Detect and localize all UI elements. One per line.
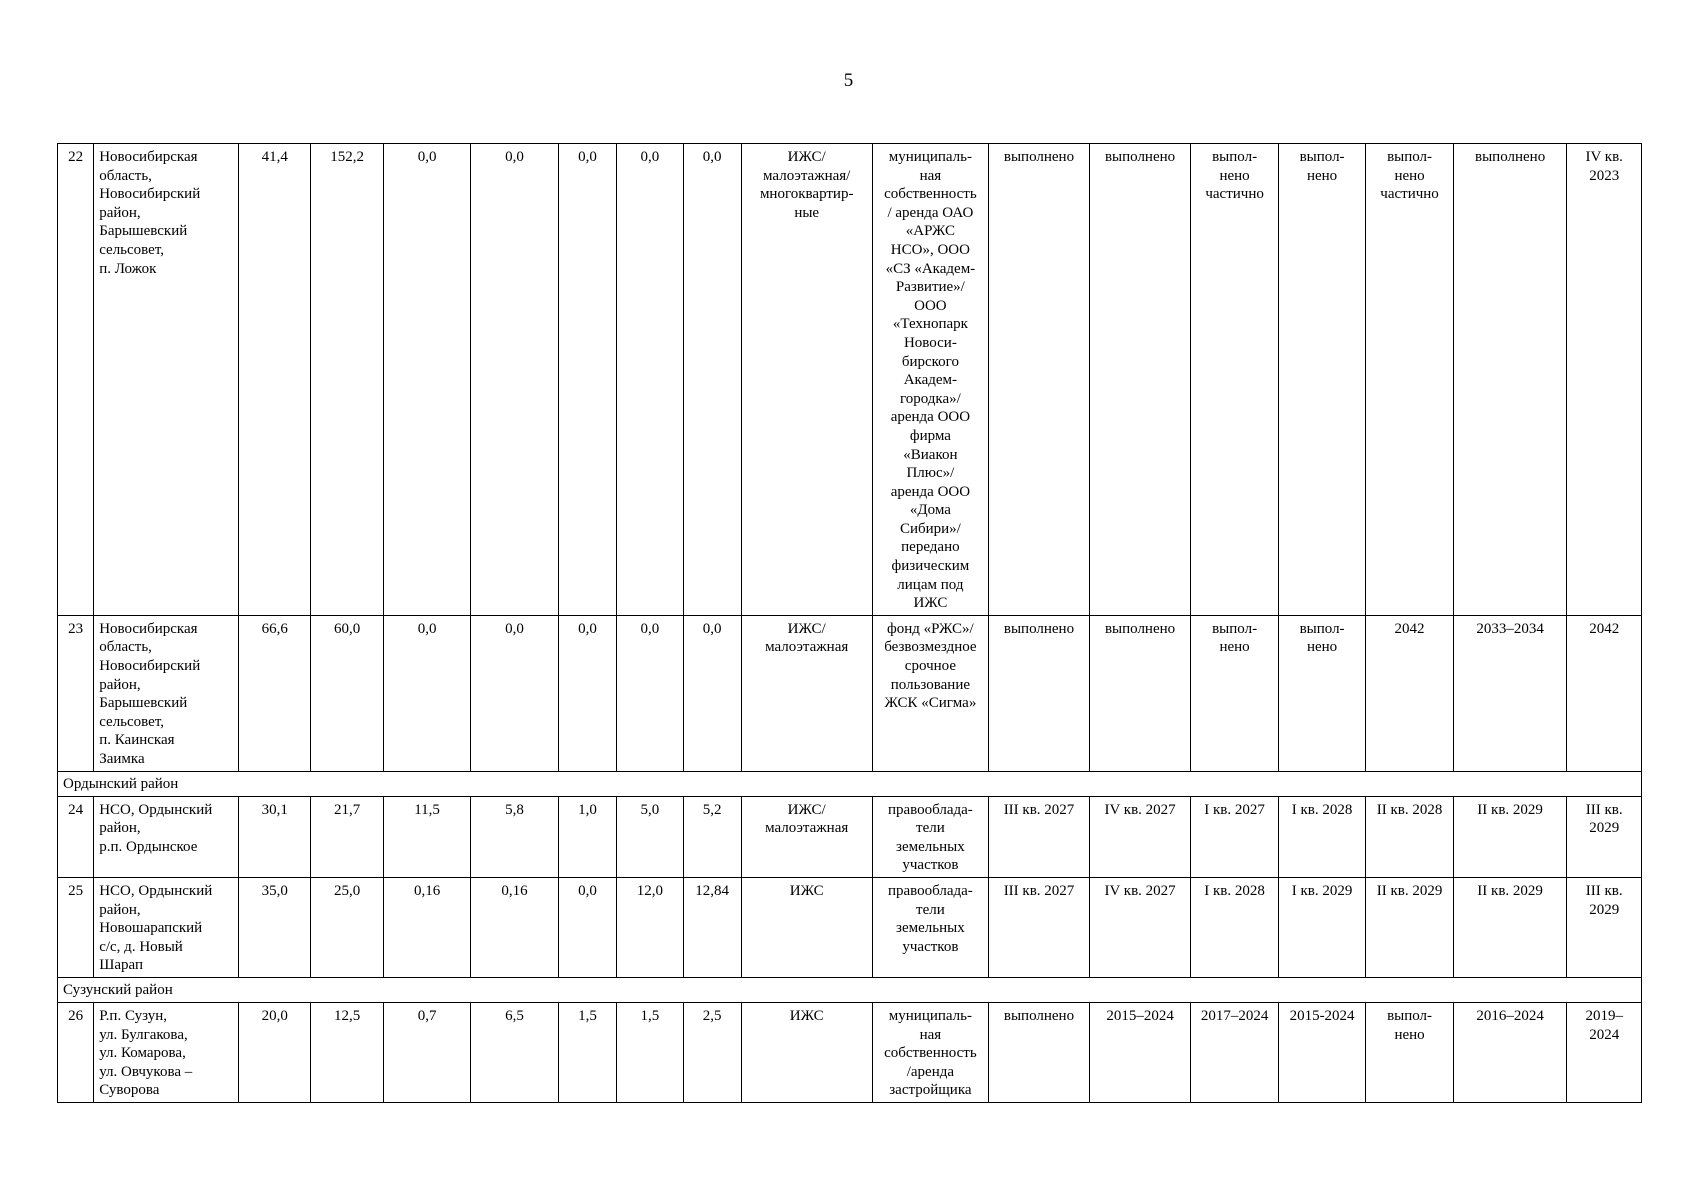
- cell-line: выполнено: [1003, 1007, 1075, 1024]
- value-cell-5: [558, 144, 616, 616]
- cell-line: 2023: [1589, 167, 1620, 184]
- status-cell-3: [1191, 615, 1278, 771]
- cell-line: 0,0: [505, 149, 524, 165]
- status-cell-4: [1278, 1002, 1365, 1102]
- status-cell-1: [989, 1002, 1090, 1102]
- cell-line: /аренда: [906, 1063, 955, 1080]
- cell-line: 0,0: [417, 620, 437, 637]
- cell-line: ИЖС/: [787, 620, 826, 637]
- cell-line: правооблада-: [887, 882, 973, 899]
- cell-line: 12,84: [695, 882, 730, 899]
- cell-line: II кв. 2029: [1477, 801, 1543, 818]
- table-row: [58, 144, 1642, 616]
- section-row: [58, 977, 1642, 1002]
- cell-line: срочное: [904, 658, 956, 675]
- cell-line: III кв.: [1585, 801, 1623, 818]
- section-label: Ордынский район: [58, 771, 1642, 796]
- value-cell-4: [471, 877, 558, 977]
- cell-line: II кв. 2029: [1477, 882, 1543, 899]
- cell-line: 66,6: [261, 620, 288, 637]
- status-cell-4: [1278, 615, 1365, 771]
- cell-line: 2033–2034: [1476, 620, 1544, 637]
- cell-line: 152,2: [330, 149, 364, 165]
- cell-line: 12,0: [636, 882, 663, 899]
- cell-line: нено: [1306, 639, 1338, 656]
- cell-line: выполнено: [1003, 149, 1075, 165]
- cell-line: тели: [916, 901, 945, 918]
- value-cell-7: [683, 615, 741, 771]
- status-cell-3: [1191, 877, 1278, 977]
- cell-line: 11,5: [414, 801, 440, 818]
- cell-line: 0,0: [578, 620, 597, 637]
- value-cell-2: [311, 144, 383, 616]
- cell-line: земельных: [896, 838, 965, 855]
- cell-line: 0,0: [702, 149, 722, 165]
- value-cell-6: [617, 144, 683, 616]
- value-cell-7: [683, 796, 741, 877]
- cell-line: I кв. 2028: [1204, 882, 1265, 899]
- status-cell-7: [1567, 796, 1642, 877]
- owner-cell: [872, 144, 989, 616]
- cell-line: Новосибирский: [99, 658, 201, 675]
- cell-line: 5,2: [702, 801, 722, 818]
- cell-line: 21,7: [334, 801, 361, 818]
- cell-line: Сибири»/: [899, 520, 961, 537]
- value-cell-3: [383, 615, 470, 771]
- status-cell-5: [1366, 615, 1453, 771]
- table-row: [58, 1002, 1642, 1102]
- cell-line: I кв. 2027: [1204, 801, 1265, 818]
- cell-line: 2015–2024: [1106, 1007, 1174, 1024]
- status-cell-1: [989, 796, 1090, 877]
- cell-line: 5,8: [505, 801, 524, 818]
- cell-line: «СЗ «Академ-: [885, 260, 976, 277]
- row-number: [58, 1002, 94, 1102]
- cell-line: IV кв. 2027: [1104, 801, 1176, 818]
- cell-line: 2029: [1589, 901, 1620, 918]
- status-cell-7: [1567, 144, 1642, 616]
- value-cell-7: [683, 877, 741, 977]
- cell-line: выпол-: [1212, 620, 1258, 637]
- cell-line: с/с, д. Новый: [99, 938, 183, 955]
- cell-line: «АРЖС: [905, 223, 955, 240]
- cell-line: Р.п. Сузун,: [99, 1007, 167, 1024]
- cell-line: НСО, Ордынский: [99, 801, 213, 818]
- cell-line: городка»/: [899, 390, 961, 407]
- cell-line: 2042: [1589, 620, 1620, 637]
- status-cell-4: [1278, 796, 1365, 877]
- cell-line: 1,0: [578, 801, 597, 818]
- owner-cell: [872, 615, 989, 771]
- cell-line: IV кв. 2027: [1104, 882, 1176, 899]
- owner-cell: [872, 796, 989, 877]
- cell-line: передано: [901, 539, 960, 556]
- address-cell: [94, 615, 239, 771]
- cell-line: 2017–2024: [1200, 1007, 1269, 1024]
- cell-line: район,: [99, 820, 141, 837]
- cell-line: нено: [1394, 1026, 1425, 1043]
- cell-line: 0,0: [702, 620, 722, 637]
- cell-line: III кв. 2027: [1003, 801, 1075, 818]
- value-cell-4: [471, 144, 558, 616]
- cell-line: 12,5: [334, 1007, 361, 1024]
- cell-line: 35,0: [261, 882, 288, 899]
- owner-cell: [872, 1002, 989, 1102]
- cell-line: 1,5: [578, 1007, 597, 1024]
- cell-line: аренда ООО: [890, 409, 971, 426]
- cell-line: лицам под: [897, 576, 964, 593]
- table-row: [58, 796, 1642, 877]
- cell-line: Барышевский: [99, 695, 188, 712]
- cell-line: выполнено: [1104, 149, 1176, 165]
- cell-line: земельных: [896, 920, 965, 937]
- cell-line: фонд «РЖС»/: [887, 620, 974, 637]
- address-cell: [94, 877, 239, 977]
- cell-line: аренда ООО: [890, 483, 971, 500]
- cell-line: 2029: [1589, 820, 1620, 837]
- status-cell-3: [1191, 144, 1278, 616]
- cell-line: многоквартир-: [759, 186, 854, 203]
- cell-line: 0,16: [413, 882, 441, 899]
- cell-line: НСО, Ордынский: [99, 882, 213, 899]
- cell-line: застройщика: [889, 1082, 972, 1099]
- status-cell-5: [1366, 877, 1453, 977]
- status-cell-6: [1453, 144, 1567, 616]
- value-cell-1: [239, 144, 311, 616]
- cell-line: п. Каинская: [99, 732, 175, 749]
- cell-line: нено: [1306, 167, 1338, 184]
- cell-line: 2042: [1394, 620, 1425, 637]
- building-type-cell: [741, 1002, 872, 1102]
- cell-line: Новоси-: [903, 334, 957, 351]
- cell-line: Плюс»/: [906, 465, 955, 482]
- page-number: 5: [843, 70, 854, 91]
- value-cell-3: [383, 877, 470, 977]
- cell-line: 2016–2024: [1476, 1007, 1544, 1024]
- status-cell-6: [1453, 1002, 1567, 1102]
- cell-line: нено: [1219, 639, 1250, 656]
- cell-line: выполнено: [1104, 620, 1176, 637]
- value-cell-2: [311, 1002, 383, 1102]
- cell-line: район,: [99, 204, 141, 221]
- cell-line: Новосибирская: [99, 149, 198, 165]
- cell-line: участков: [902, 857, 959, 874]
- cell-line: / аренда ОАО: [887, 204, 974, 221]
- cell-line: ИЖС/: [787, 149, 826, 165]
- cell-line: частично: [1380, 186, 1439, 203]
- building-type-cell: [741, 796, 872, 877]
- status-cell-4: [1278, 877, 1365, 977]
- cell-line: ул. Комарова,: [99, 1045, 186, 1062]
- cell-line: 25: [68, 882, 84, 899]
- cell-line: участков: [902, 938, 959, 955]
- table-row: [58, 615, 1642, 771]
- status-cell-5: [1366, 144, 1453, 616]
- cell-line: ные: [794, 204, 820, 221]
- cell-line: правооблада-: [887, 801, 973, 818]
- cell-line: ИЖС/: [787, 801, 826, 818]
- cell-line: область,: [99, 639, 152, 656]
- cell-line: выполнено: [1475, 149, 1546, 165]
- status-cell-5: [1366, 796, 1453, 877]
- cell-line: I кв. 2028: [1291, 801, 1353, 818]
- cell-line: Развитие»/: [895, 279, 965, 296]
- value-cell-3: [383, 1002, 470, 1102]
- cell-line: ная: [919, 167, 942, 184]
- cell-line: IV кв.: [1585, 149, 1623, 165]
- cell-line: п. Ложок: [99, 260, 157, 277]
- cell-line: 24: [68, 801, 84, 818]
- value-cell-3: [383, 796, 470, 877]
- value-cell-7: [683, 144, 741, 616]
- cell-line: 2024: [1589, 1026, 1620, 1043]
- value-cell-3: [383, 144, 470, 616]
- address-cell: [94, 1002, 239, 1102]
- status-cell-7: [1567, 1002, 1642, 1102]
- cell-line: 22: [68, 149, 84, 165]
- cell-line: 0,0: [578, 149, 597, 165]
- cell-line: выпол-: [1299, 149, 1345, 165]
- value-cell-5: [558, 877, 616, 977]
- status-cell-2: [1089, 144, 1191, 616]
- cell-line: 6,5: [505, 1007, 524, 1024]
- value-cell-6: [617, 796, 683, 877]
- cell-line: 0,0: [640, 620, 660, 637]
- status-cell-3: [1191, 1002, 1278, 1102]
- cell-line: фирма: [909, 427, 951, 444]
- cell-line: ул. Булгакова,: [99, 1026, 188, 1043]
- table-row: [58, 877, 1642, 977]
- cell-line: Барышевский: [99, 223, 188, 240]
- value-cell-7: [683, 1002, 741, 1102]
- cell-line: 26: [68, 1007, 84, 1024]
- cell-line: безвозмездное: [884, 639, 977, 656]
- cell-line: 0,0: [640, 149, 660, 165]
- cell-line: 5,0: [640, 801, 660, 818]
- value-cell-4: [471, 1002, 558, 1102]
- cell-line: II кв. 2029: [1376, 882, 1443, 899]
- cell-line: малоэтажная: [765, 639, 849, 656]
- value-cell-5: [558, 1002, 616, 1102]
- cell-line: ИЖС: [789, 882, 824, 899]
- building-type-cell: [741, 144, 872, 616]
- cell-line: 2015-2024: [1289, 1007, 1355, 1024]
- status-cell-6: [1453, 796, 1567, 877]
- cell-line: физическим: [891, 558, 970, 575]
- cell-line: ЖСК «Сигма»: [884, 695, 977, 712]
- cell-line: пользование: [890, 676, 971, 693]
- cell-line: нено: [1219, 167, 1250, 184]
- value-cell-6: [617, 877, 683, 977]
- cell-line: 23: [68, 620, 84, 637]
- cell-line: «Дома: [909, 502, 951, 519]
- value-cell-1: [239, 796, 311, 877]
- cell-line: выпол-: [1299, 620, 1345, 637]
- cell-line: 0,16: [501, 882, 528, 899]
- cell-line: 0,0: [578, 882, 597, 899]
- value-cell-6: [617, 615, 683, 771]
- cell-line: III кв. 2027: [1003, 882, 1075, 899]
- row-number: [58, 796, 94, 877]
- status-cell-1: [989, 615, 1090, 771]
- cell-line: тели: [916, 820, 945, 837]
- cell-line: III кв.: [1585, 882, 1623, 899]
- building-type-cell: [741, 615, 872, 771]
- cell-line: выпол-: [1387, 149, 1433, 165]
- objects-table: [57, 143, 1642, 1103]
- cell-line: НСО», ООО: [890, 241, 970, 258]
- value-cell-1: [239, 877, 311, 977]
- value-cell-1: [239, 1002, 311, 1102]
- cell-line: бирского: [901, 353, 959, 370]
- cell-line: малоэтажная/: [763, 167, 851, 184]
- status-cell-6: [1453, 877, 1567, 977]
- status-cell-6: [1453, 615, 1567, 771]
- owner-cell: [872, 877, 989, 977]
- status-cell-2: [1089, 615, 1191, 771]
- cell-line: 2,5: [702, 1007, 722, 1024]
- cell-line: «Технопарк: [892, 316, 968, 333]
- status-cell-5: [1366, 1002, 1453, 1102]
- cell-line: ная: [919, 1026, 942, 1043]
- value-cell-1: [239, 615, 311, 771]
- cell-line: 0,0: [417, 149, 437, 165]
- cell-line: I кв. 2029: [1291, 882, 1353, 899]
- address-cell: [94, 144, 239, 616]
- cell-line: ООО: [914, 297, 947, 314]
- cell-line: 60,0: [334, 620, 361, 637]
- cell-line: сельсовет,: [99, 241, 165, 258]
- section-label: Сузунский район: [58, 977, 1642, 1002]
- cell-line: 30,1: [261, 801, 288, 818]
- cell-line: сельсовет,: [99, 713, 165, 730]
- row-number: [58, 615, 94, 771]
- value-cell-5: [558, 796, 616, 877]
- cell-line: 0,0: [505, 620, 524, 637]
- cell-line: Академ-: [903, 372, 958, 389]
- cell-line: 1,5: [640, 1007, 660, 1024]
- cell-line: 20,0: [261, 1007, 288, 1024]
- cell-line: муниципаль-: [888, 149, 973, 165]
- cell-line: 0,7: [417, 1007, 437, 1024]
- value-cell-6: [617, 1002, 683, 1102]
- row-number: [58, 877, 94, 977]
- status-cell-4: [1278, 144, 1365, 616]
- cell-line: район,: [99, 901, 141, 918]
- status-cell-7: [1567, 615, 1642, 771]
- building-type-cell: [741, 877, 872, 977]
- cell-line: р.п. Ордынское: [99, 838, 198, 855]
- cell-line: Новошарапский: [99, 920, 203, 937]
- cell-line: Суворова: [99, 1082, 160, 1099]
- cell-line: ул. Овчукова –: [99, 1063, 193, 1080]
- cell-line: Новосибирская: [99, 620, 198, 637]
- cell-line: ИЖС: [789, 1007, 824, 1024]
- cell-line: частично: [1205, 186, 1264, 203]
- status-cell-2: [1089, 1002, 1191, 1102]
- cell-line: собственность: [884, 186, 977, 203]
- cell-line: 41,4: [261, 149, 288, 165]
- value-cell-5: [558, 615, 616, 771]
- cell-line: Шарап: [99, 957, 143, 974]
- cell-line: II кв. 2028: [1376, 801, 1443, 818]
- section-row: [58, 771, 1642, 796]
- cell-line: ИЖС: [913, 595, 948, 612]
- cell-line: Новосибирский: [99, 186, 201, 203]
- cell-line: выпол-: [1387, 1007, 1433, 1024]
- status-cell-1: [989, 144, 1090, 616]
- cell-line: собственность: [884, 1045, 977, 1062]
- row-number: [58, 144, 94, 616]
- cell-line: «Виакон: [903, 446, 958, 463]
- cell-line: 2019–: [1585, 1007, 1623, 1024]
- cell-line: выполнено: [1003, 620, 1075, 637]
- cell-line: 25,0: [334, 882, 361, 899]
- cell-line: муниципаль-: [888, 1007, 973, 1024]
- status-cell-3: [1191, 796, 1278, 877]
- cell-line: выпол-: [1212, 149, 1258, 165]
- status-cell-2: [1089, 796, 1191, 877]
- status-cell-7: [1567, 877, 1642, 977]
- status-cell-1: [989, 877, 1090, 977]
- cell-line: Заимка: [99, 751, 145, 767]
- value-cell-4: [471, 615, 558, 771]
- cell-line: нено: [1394, 167, 1425, 184]
- cell-line: область,: [99, 167, 152, 184]
- status-cell-2: [1089, 877, 1191, 977]
- cell-line: малоэтажная: [765, 820, 849, 837]
- value-cell-2: [311, 796, 383, 877]
- cell-line: район,: [99, 676, 141, 693]
- value-cell-2: [311, 615, 383, 771]
- value-cell-2: [311, 877, 383, 977]
- address-cell: [94, 796, 239, 877]
- value-cell-4: [471, 796, 558, 877]
